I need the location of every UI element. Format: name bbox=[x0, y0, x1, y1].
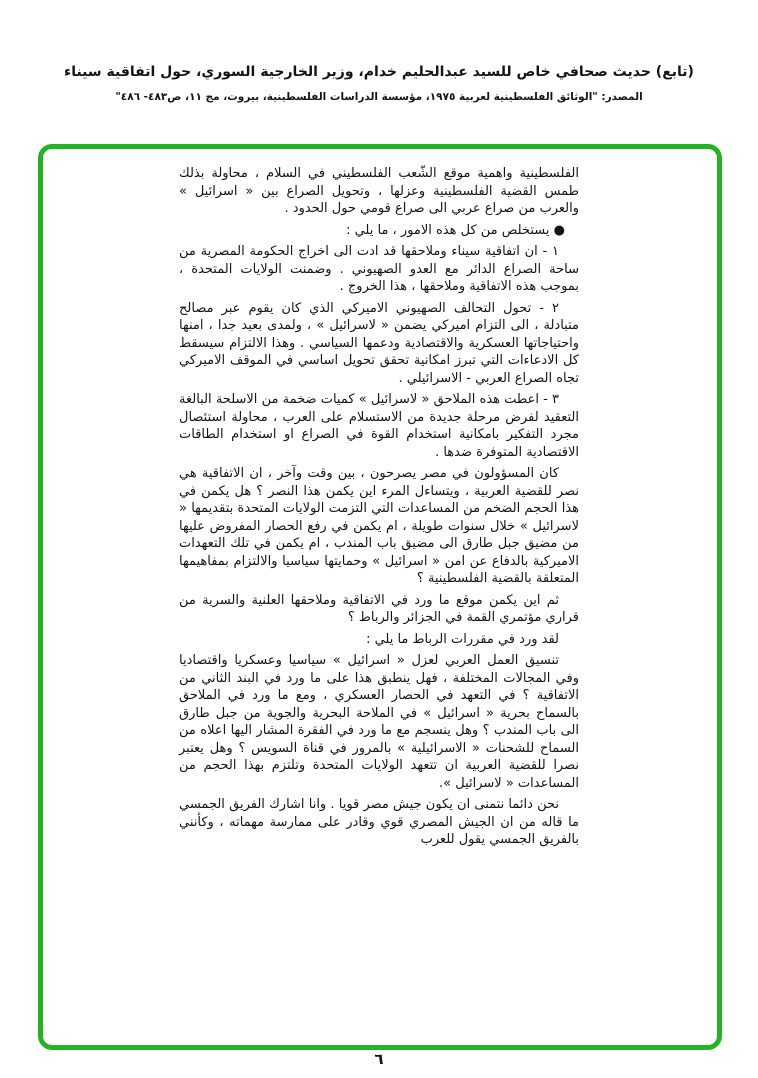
green-border-frame bbox=[38, 144, 722, 1050]
paragraph: ● يستخلص من كل هذه الامور ، ما يلي : bbox=[346, 222, 565, 238]
paragraph: ثم اين يكمن موقع ما ورد في الاتفاقية وملاحقها العلنية والسرية من قراري مؤتمري القمة في الجزائر والرباط ؟ bbox=[179, 592, 579, 625]
paragraph: تنسيق العمل العربي لعزل « اسرائيل » سياسيا وعسكريا واقتصاديا وفي المجالات المختلفة ، فهل ينطبق هذا على ما ورد في البند الثاني من الاتفاقية ؟ في التعهد في الحصار العسكري ، ومع ما ورد في الملاحق بالسماح بحرية « اسرائيل » في الملاحة البحرية والجوية من جبل طارق الى باب المندب ؟ وهل ينسجم مع ما ورد في الفقرة المشار اليها اعلاه من السماح للشحنات « الاسرائيلية » بالمرور في قناة السويس ؟ وهل يعتبر نصرا للقضية العربية ان تتعهد الولايات المتحدة وتلتزم بهذا الحجم من المساعدات « لاسرائيل ». bbox=[179, 653, 579, 791]
paragraph: نحن دائما نتمنى ان يكون جيش مصر قويا . وانا اشارك الفريق الجمسي ما قاله من ان الجيش المصري قوي وقادر على ممارسة مهماته ، وكأنني بالفريق الجمسي يقول للعرب bbox=[179, 797, 579, 847]
paragraph: لقد ورد في مقررات الرباط ما يلي : bbox=[366, 631, 559, 647]
text-column bbox=[179, 165, 579, 853]
page-header bbox=[0, 64, 758, 103]
paragraph: ٣ - اعطت هذه الملاحق « لاسرائيل » كميات ضخمة من الاسلحة البالغة التعقيد لفرض مرحلة جديدة من الاستسلام على العرب ، محاولة استئصال مجرد التفكير بامكانية استخدام القوة في الصراع او استخدام الطاقات الاقتصادية المتوفرة ضدها . bbox=[179, 392, 579, 460]
paragraph: ٢ - تحول التحالف الصهيوني الاميركي الذي كان يقوم عبر مصالح متبادلة ، الى التزام اميركي يضمن « لاسرائيل » ، ولمدى بعيد جدا ، امنها واحتياجاتها العسكرية والاقتصادية ودعمها السياسي . وهذا الالتزام سيسقط كل الادعاءات التي تبرز امكانية تحقق تحويل اساسي في الموقف الاميركي تجاه الصراع العربي - الاسرائيلي . bbox=[179, 300, 579, 386]
page-number: ٦ bbox=[374, 1050, 384, 1068]
paragraph: ١ - ان اتفاقية سيناء وملاحقها قد ادت الى اخراج الحكومة المصرية من ساحة الصراع الدائر مع العدو الصهيوني . وضمنت الولايات المتحدة ، بموجب هذه الاتفاقية وملاحقها ، هذا الخروج . bbox=[179, 244, 579, 294]
paragraph: الفلسطينية واهمية موقع الشّعب الفلسطيني في السلام ، محاولة بذلك طمس القضية الفلسطينية وعزلها ، وتحويل الصراع بين « اسرائيل » والعرب من صراع عربي الى صراع قومي حول الحدود . bbox=[179, 166, 579, 216]
document-title: (تابع) حديث صحافي خاص للسيد عبدالحليم خدام، وزير الخارجية السوري، حول اتفاقية سيناء bbox=[64, 64, 694, 80]
paragraph: كان المسؤولون في مصر يصرحون ، بين وقت وآخر ، ان الاتفاقية هي نصر للقضية العربية ، ويتساءل المرء اين يكمن هذا النصر ؟ هل يكمن في هذا الحجم الضخم من المساعدات التي التزمت الولايات المتحدة بتقديمها « لاسرائيل » خلال سنوات طويلة ، ام يكمن في رفع الحصار المفروض عليها من مضيق جبل طارق الى مضيق باب المندب ، ام يكمن في تلك التعهدات الاميركية بالدفاع عن امن « اسرائيل » وحمايتها سياسيا والالتزام بمفاهيمها المتعلقة بالقضية الفلسطينية ؟ bbox=[179, 466, 579, 586]
page-footer bbox=[0, 1049, 758, 1068]
document-source: المصدر: "الوثائق الفلسطينية لعربية ١٩٧٥، مؤسسة الدراسات الفلسطينية، بيروت، مج ١١، ص٤٨٣- ٤٨٦" bbox=[115, 91, 643, 103]
